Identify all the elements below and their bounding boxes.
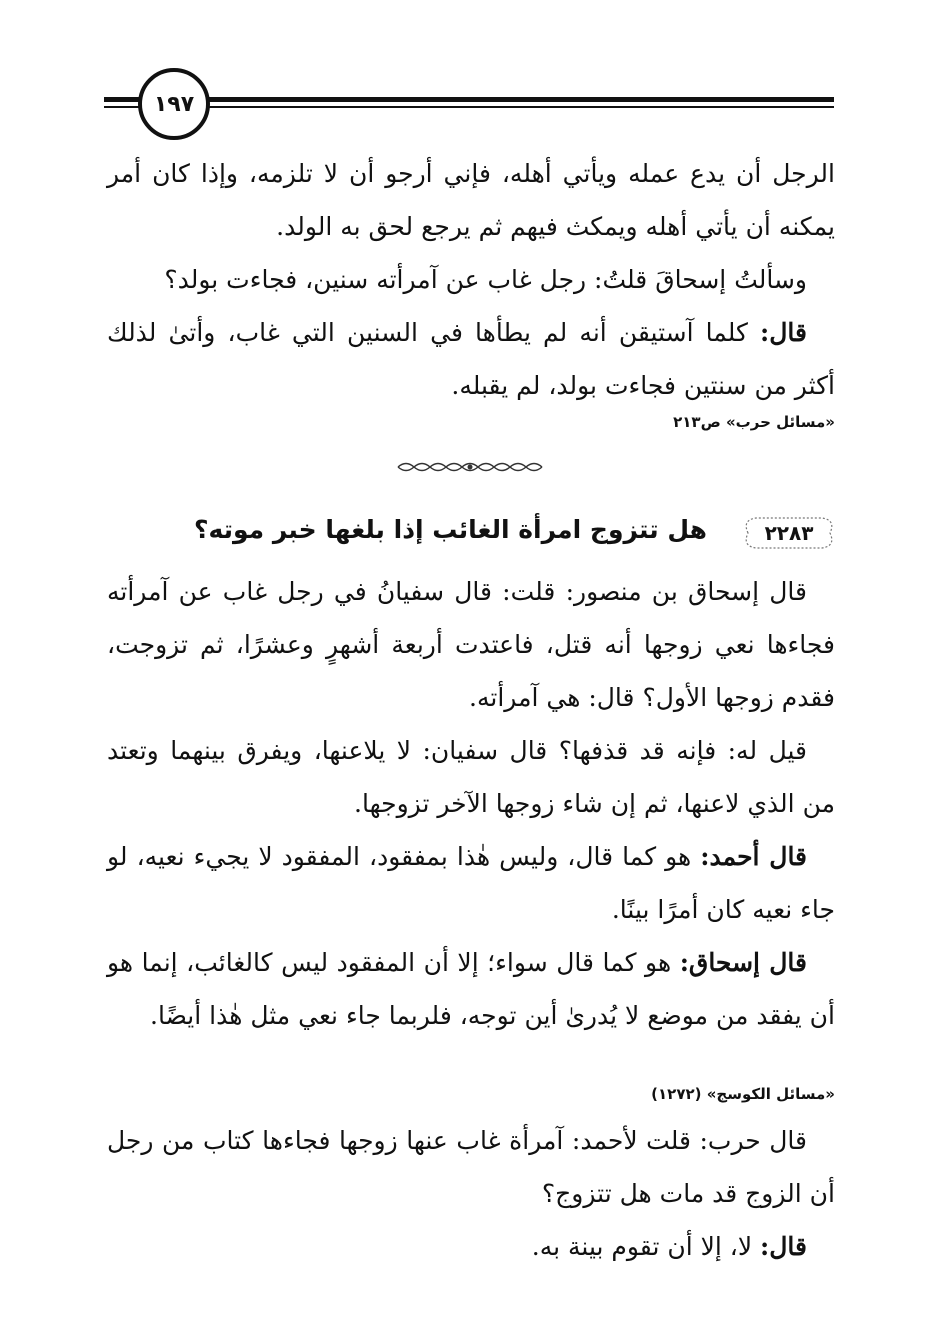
page-number: ١٩٧ <box>153 91 195 117</box>
answer-text-block <box>107 1114 835 1273</box>
question-number-badge <box>742 514 836 552</box>
speaker-label: قال إسحاق: <box>679 948 807 977</box>
paragraph <box>107 306 835 412</box>
page-number-badge <box>138 68 210 140</box>
paragraph: قال حرب: قلت لأحمد: آمرأة غاب عنها زوجها فجاءها كتاب من رجل أن الزوج قد مات هل تتزوج؟ <box>107 1126 835 1208</box>
speaker-label: قال: <box>760 1232 807 1261</box>
speaker-label: قال أحمد: <box>700 842 808 871</box>
paragraph: الرجل أن يدع عمله ويأتي أهله، فإني أرجو أن لا تلزمه، وإذا كان أمر يمكنه أن يأتي أهله ويمكث فيهم ثم يرجع لحق به الولد. <box>107 159 835 241</box>
question-number: ٢٢٨٣ <box>764 521 814 545</box>
paragraph <box>107 1220 835 1273</box>
ornament-divider-icon <box>396 458 544 476</box>
source-reference: «مسائل الكوسج» (١٢٧٢) <box>651 1085 835 1103</box>
continued-text-block <box>107 147 835 412</box>
paragraph <box>107 830 835 936</box>
paragraph-text: كلما آستيقن أنه لم يطأها في السنين التي غاب، وأتىٰ لذلك أكثر من سنتين فجاءت بولد، لم يقبله. <box>107 318 835 400</box>
answer-text-block <box>107 565 835 1042</box>
question-title: هل تتزوج امرأة الغائب إذا بلغها خبر موته؟ <box>193 515 707 544</box>
header-rule-thick <box>104 97 834 102</box>
paragraph: قيل له: فإنه قد قذفها؟ قال سفيان: لا يلاعنها، ويفرق بينهما وتعتد من الذي لاعنها، ثم إن شاء زوجها الآخر تزوجها. <box>107 736 835 818</box>
paragraph-text: هو كما قال، وليس هٰذا بمفقود، المفقود لا يجيء نعيه، لو جاء نعيه كان أمرًا بينًا. <box>107 842 835 924</box>
speaker-label: قال: <box>760 318 807 347</box>
paragraph-text: لا، إلا أن تقوم بينة به. <box>531 1232 761 1261</box>
header-rule-thin <box>104 106 834 108</box>
paragraph <box>107 936 835 1042</box>
paragraph: وسألتُ إسحاقَ قلتُ: رجل غاب عن آمرأته سنين، فجاءت بولد؟ <box>164 265 807 294</box>
paragraph: قال إسحاق بن منصور: قلت: قال سفيانُ في رجل غاب عن آمرأته فجاءها نعي زوجها أنه قتل، فاعتدت أربعة أشهرٍ وعشرًا، ثم تزوجت، فقدم زوجها الأول؟ قال: هي آمرأته. <box>107 577 835 712</box>
source-reference: «مسائل حرب» ص٢١٣ <box>673 413 835 431</box>
paragraph-text: هو كما قال سواء؛ إلا أن المفقود ليس كالغائب، إنما هو أن يفقد من موضع لا يُدرىٰ أين توجه، فلربما جاء نعي مثل هٰذا أيضًا. <box>107 948 835 1030</box>
